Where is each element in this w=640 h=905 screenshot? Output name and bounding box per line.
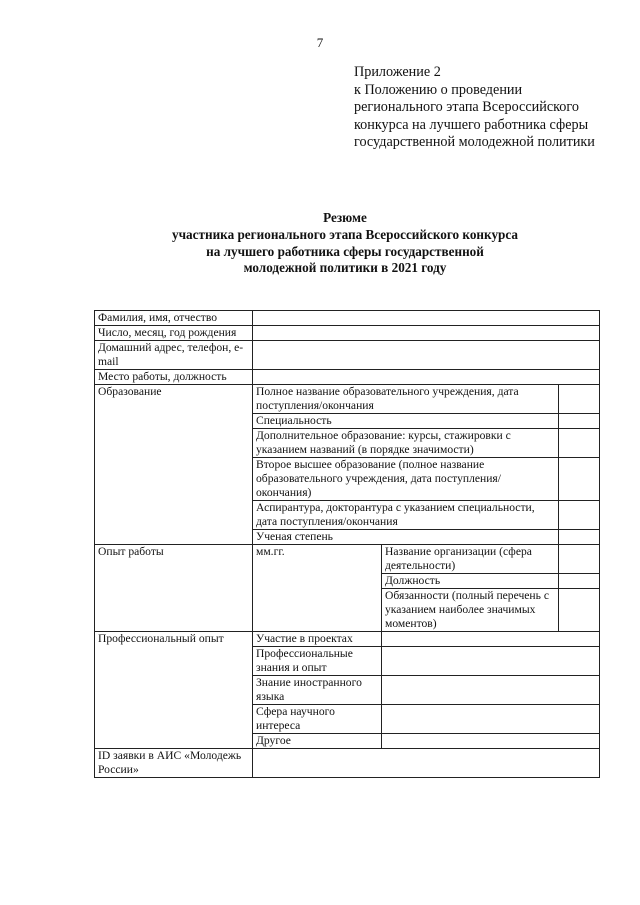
address-label: Домашний адрес, телефон, e-mail (95, 341, 253, 370)
professional-item: Знание иностранного языка (253, 676, 382, 705)
education-item: Полное название образовательного учреждения, дата поступления/окончания (253, 385, 559, 414)
birth-date-label: Число, месяц, год рождения (95, 326, 253, 341)
professional-label: Профессиональный опыт (95, 632, 253, 749)
full-name-row (95, 311, 600, 326)
title-line: участника регионального этапа Всероссийского конкурса (172, 226, 518, 242)
professional-item: Другое (253, 734, 382, 749)
experience-item: Название организации (сфера деятельности) (382, 545, 559, 574)
address-field[interactable] (253, 341, 600, 370)
professional-field[interactable] (382, 676, 600, 705)
experience-row (95, 545, 600, 574)
workplace-field[interactable] (253, 370, 600, 385)
experience-field[interactable] (559, 589, 600, 632)
resume-form-table (94, 310, 600, 778)
education-item: Дополнительное образование: курсы, стажировки с указанием названий (в порядке значимости) (253, 429, 559, 458)
experience-field[interactable] (559, 545, 600, 574)
ais-id-row (95, 749, 600, 778)
address-row (95, 341, 600, 370)
appendix-line: государственной молодежной политики (354, 134, 595, 150)
professional-item: Профессиональные знания и опыт (253, 647, 382, 676)
experience-item: Обязанности (полный перечень с указанием наиболее значимых моментов) (382, 589, 559, 632)
professional-field[interactable] (382, 734, 600, 749)
education-field[interactable] (559, 429, 600, 458)
education-field[interactable] (559, 414, 600, 429)
birth-date-field[interactable] (253, 326, 600, 341)
education-item: Второе высшее образование (полное название образовательного учреждения, дата поступления/окончания) (253, 458, 559, 501)
document-title (0, 210, 640, 277)
appendix-line: к Положению о проведении (354, 81, 523, 98)
title-line: молодежной политики в 2021 году (243, 260, 447, 276)
appendix-line: регионального этапа Всероссийского (354, 99, 579, 115)
appendix-line: Приложение 2 (354, 64, 441, 80)
education-row (95, 385, 600, 414)
professional-field[interactable] (382, 647, 600, 676)
education-label: Образование (95, 385, 253, 545)
title-line: на лучшего работника сферы государственной (206, 243, 484, 259)
professional-row (95, 632, 600, 647)
education-field[interactable] (559, 530, 600, 545)
education-field[interactable] (559, 385, 600, 414)
page-number: 7 (316, 35, 324, 50)
birth-date-row (95, 326, 600, 341)
professional-field[interactable] (382, 705, 600, 734)
workplace-row (95, 370, 600, 385)
workplace-label: Место работы, должность (95, 370, 253, 385)
experience-dates: мм.гг. (253, 545, 382, 632)
experience-field[interactable] (559, 574, 600, 589)
experience-item: Должность (382, 574, 559, 589)
title-line: Резюме (323, 210, 367, 225)
professional-field[interactable] (382, 632, 600, 647)
ais-id-label: ID заявки в АИС «Молодежь России» (95, 749, 253, 778)
professional-item: Участие в проектах (253, 632, 382, 647)
experience-label: Опыт работы (95, 545, 253, 632)
appendix-header (354, 64, 595, 152)
education-field[interactable] (559, 458, 600, 501)
education-item: Аспирантура, докторантура с указанием специальности, дата поступления/окончания (253, 501, 559, 530)
appendix-line: конкурса на лучшего работника сферы (354, 116, 589, 133)
education-field[interactable] (559, 501, 600, 530)
full-name-field[interactable] (253, 311, 600, 326)
education-item: Ученая степень (253, 530, 559, 545)
professional-item: Сфера научного интереса (253, 705, 382, 734)
education-item: Специальность (253, 414, 559, 429)
ais-id-field[interactable] (253, 749, 600, 778)
full-name-label: Фамилия, имя, отчество (95, 311, 253, 326)
